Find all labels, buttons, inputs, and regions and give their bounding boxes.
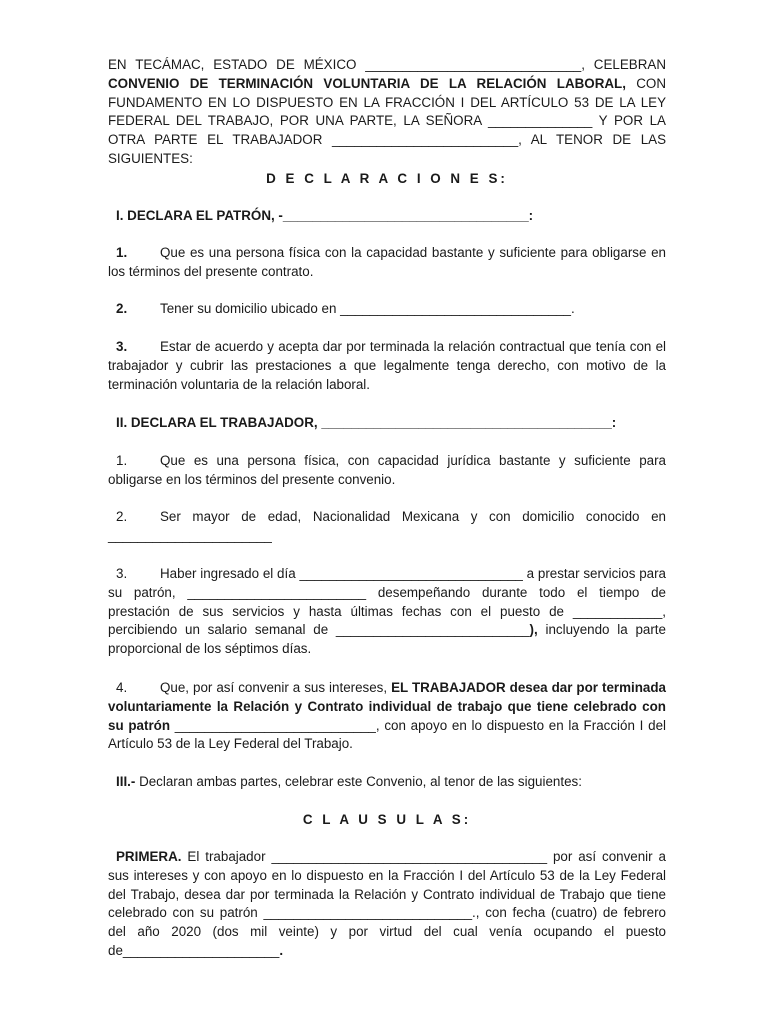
clausula-primera <box>108 848 666 961</box>
item-text: Tener su domicilio ubicado en _______________________________. <box>160 301 575 316</box>
item-text: Ser mayor de edad, Nacionalidad Mexicana y con domicilio conocido en ______________________ <box>108 509 666 543</box>
ambas-partes-paragraph <box>108 773 674 792</box>
trabajador-item-3 <box>108 565 666 659</box>
patron-item-3 <box>108 338 666 394</box>
ambas-text: Declaran ambas partes, celebrar este Convenio, al tenor de las siguientes: <box>135 774 582 789</box>
declaraciones-heading: D E C L A R A C I O N E S: <box>266 171 508 186</box>
item-number: 4. <box>116 680 128 695</box>
primera-label: PRIMERA. <box>116 849 182 864</box>
patron-item-1 <box>108 244 666 282</box>
item-text: Que es una persona física con la capacidad bastante y suficiente para obligarse en los términos del presente contrato. <box>108 245 666 279</box>
intro-text-b: CON FUNDAMENTO EN LO DISPUESTO EN LA FRACCIÓN I DEL ARTÍCULO 53 DE LA LEY FEDERAL DEL TRABAJO, POR UNA PARTE, LA SEÑORA ______________ Y POR LA OTRA PARTE EL TRABAJADOR _________________________, AL TENOR DE LAS SIGUIENTES: <box>108 75 666 166</box>
intro-convenio-title: CONVENIO DE TERMINACIÓN VOLUNTARIA DE LA RELACIÓN LABORAL, <box>108 75 626 91</box>
item-number: 1. <box>116 453 128 468</box>
item-text: Estar de acuerdo y acepta dar por terminada la relación contractual que tenía con el trabajador y cubrir las prestaciones a que legalmente tenga derecho, con motivo de la terminación voluntaria de la relación laboral. <box>108 339 666 392</box>
primera-end: . <box>279 942 284 958</box>
trabajador-item-2 <box>108 508 666 546</box>
primera-blank: _____________________ <box>122 942 280 958</box>
item-number: 2. <box>116 301 128 316</box>
item-text-bold: ), <box>529 622 538 638</box>
trabajador-item-1 <box>108 452 666 490</box>
item-number: 3. <box>116 339 128 354</box>
item-text: incluyendo la parte proporcional de los séptimos días. <box>108 622 666 657</box>
clausulas-heading: C L A U S U L A S: <box>302 812 472 827</box>
item-text: Que es una persona física, con capacidad jurídica bastante y suficiente para obligarse en los términos del presente convenio. <box>108 453 666 487</box>
trabajador-heading: II. DECLARA EL TRABAJADOR, _______________________________________: <box>116 415 617 430</box>
patron-item-2 <box>108 300 666 319</box>
item-text: ___________________________, con apoyo en lo dispuesto en la Fracción I del Artículo 53 de la Ley Federal del Trabajo. <box>108 717 666 752</box>
item-number: 1. <box>116 245 128 260</box>
ambas-number: III.- <box>116 774 136 789</box>
item-number: 2. <box>116 509 128 524</box>
item-text-bold: EL TRABAJADOR desea dar por terminada voluntariamente la Relación y Contrato individual de trabajo que tiene celebrado con su patrón <box>108 680 666 733</box>
primera-text: El trabajador _____________________________________ por así convenir a sus intereses y con apoyo en lo dispuesto en la Fracción I del Artículo 53 de la Ley Federal del Trabajo, desea dar por terminada la Relación y Contrato individual de Trabajo que tiene celebrado con su patrón ____________________________., con fecha (cuatro) de febrero del año 2020 (dos mil veinte) y por virtud del cual venía ocupando el puesto de <box>108 849 666 958</box>
item-text: Haber ingresado el día ______________________________ a prestar servicios para su patrón, ________________________ desempeñando durante todo el tiempo de prestación de sus servicios y hasta últimas fechas con el puesto de ____________, percibiendo un salario semanal de __________________________ <box>108 566 666 638</box>
item-text: Que, por así convenir a sus intereses, <box>160 680 392 695</box>
patron-heading: I. DECLARA EL PATRÓN, -_________________________________: <box>116 208 534 223</box>
intro-text-a: EN TECÁMAC, ESTADO DE MÉXICO _____________________________, CELEBRAN <box>108 57 666 72</box>
intro-paragraph <box>108 56 666 169</box>
trabajador-item-4 <box>108 679 666 754</box>
item-number: 3. <box>116 566 128 581</box>
